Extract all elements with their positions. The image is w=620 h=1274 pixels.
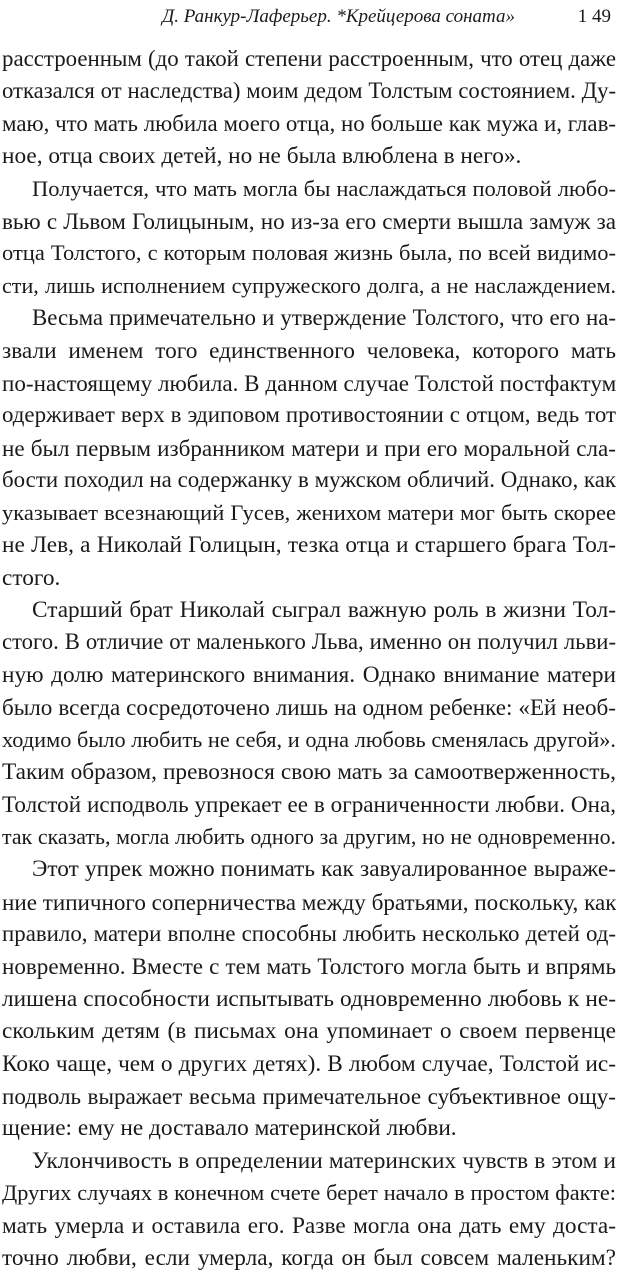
text-line: звали именем того единственного человека, которого мать [2,337,616,364]
paragraph-5 [2,853,616,1145]
text-line: Получается, что мать могла бы наслаждаться половой любо- [32,175,616,201]
text-line: Коко чаще, чем о других детях). В любом случае, Толстой ис- [2,1050,616,1077]
text-line: Других случаях в конечном счете берет начало в простом факте: [2,1180,616,1206]
text-line: ходимо было любить не себя, и одна любовь сменялась другой». [2,726,616,752]
text-line: было всегда сосредоточено лишь на одном ребенке: «Ей необ- [2,694,616,721]
running-title: Д. Ранкур-Лаферьер. *Крейцерова соната» [162,6,515,27]
text-line: ную долю материнского внимания. Однако внимание матери [2,661,616,688]
text-line: маю, что мать любила моего отца, но больше как мужа и, глав- [2,110,616,136]
text-line: стого. В отличие от маленького Льва, именно он получил льви- [2,629,616,655]
paragraph-4 [2,594,616,853]
text-line: отца Толстого, с которым половая жизнь была, по всей видимо- [2,240,616,266]
text-line: Уклончивость в определении материнских чувств в этом и [32,1147,616,1174]
text-line: так сказать, могла любить одного за другим, но не одновременно. [2,823,616,849]
text-line: подволь выражает весьма примечательное субъективное ощу- [2,1083,616,1109]
paragraph-2 [2,173,616,303]
text-line: точно любви, если умерла, когда он был совсем маленьким? [2,1245,616,1272]
text-line: Весьма примечательно и утверждение Толстого, что его на- [32,305,616,331]
text-line: по-настоящему любила. В данном случае Толстой постфактум [2,370,616,397]
text-line: стого. [2,564,61,591]
text-line: Старший брат Николай сыграл важную роль в жизни Тол- [32,596,616,623]
text-line: Этот упрек можно понимать как завуалированное выраже- [32,856,616,883]
text-line: лишена способности испытывать одновременно любовь к не- [2,985,616,1012]
text-line: ние типичного соперничества между братьями, поскольку, как [2,888,616,915]
running-header [0,2,615,32]
text-line: вью с Львом Голицыным, но из-за его смерти вышла замуж за [2,208,616,235]
text-line: не Лев, а Николай Голицын, тезка отца и старшего брага Тол- [2,532,616,559]
text-line: расстроенным (до такой степени расстроенным, что отец даже [2,46,616,71]
paragraph-6 [2,1145,616,1274]
text-line: щение: ему не доставало материнской любви. [2,1115,457,1142]
paragraph-3 [2,302,616,594]
text-line: не был первым избранником матери и при его моральной сла- [2,434,616,461]
paragraph-1 [2,43,616,173]
text-line: одерживает верх в эдиповом противостоянии с отцом, ведь тот [2,402,616,428]
text-line: ное, отца своих детей, но не была влюблена в него». [2,143,522,170]
text-line: сти, лишь исполнением супружеского долга, а не наслаждением. [2,272,616,298]
text-line: новременно. Вместе с тем мать Толстого могла быть и впрямь [2,953,616,980]
text-line: правило, матери вполне способны любить несколько детей од- [2,920,616,946]
text-line: Толстой исподволь упрекает ее в ограниченности любви. Она, [2,791,616,818]
text-line: Таким образом, превознося свою мать за самоотверженность, [2,758,616,785]
text-line: бости походил на содержанку в мужском обличий. Однако, как [2,467,616,493]
page-number: 1 49 [577,6,611,27]
text-line: мать умерла и оставила его. Разве могла она дать ему доста- [2,1212,616,1239]
body-text [2,43,616,1274]
text-line: указывает всезнающий Гусев, женихом матери мог быть скорее [2,499,616,525]
text-line: скольким детям (в письмах она упоминает о своем первенце [2,1018,616,1045]
text-line: отказался от наследства) моим дедом Толстым состоянием. Ду- [2,78,616,104]
